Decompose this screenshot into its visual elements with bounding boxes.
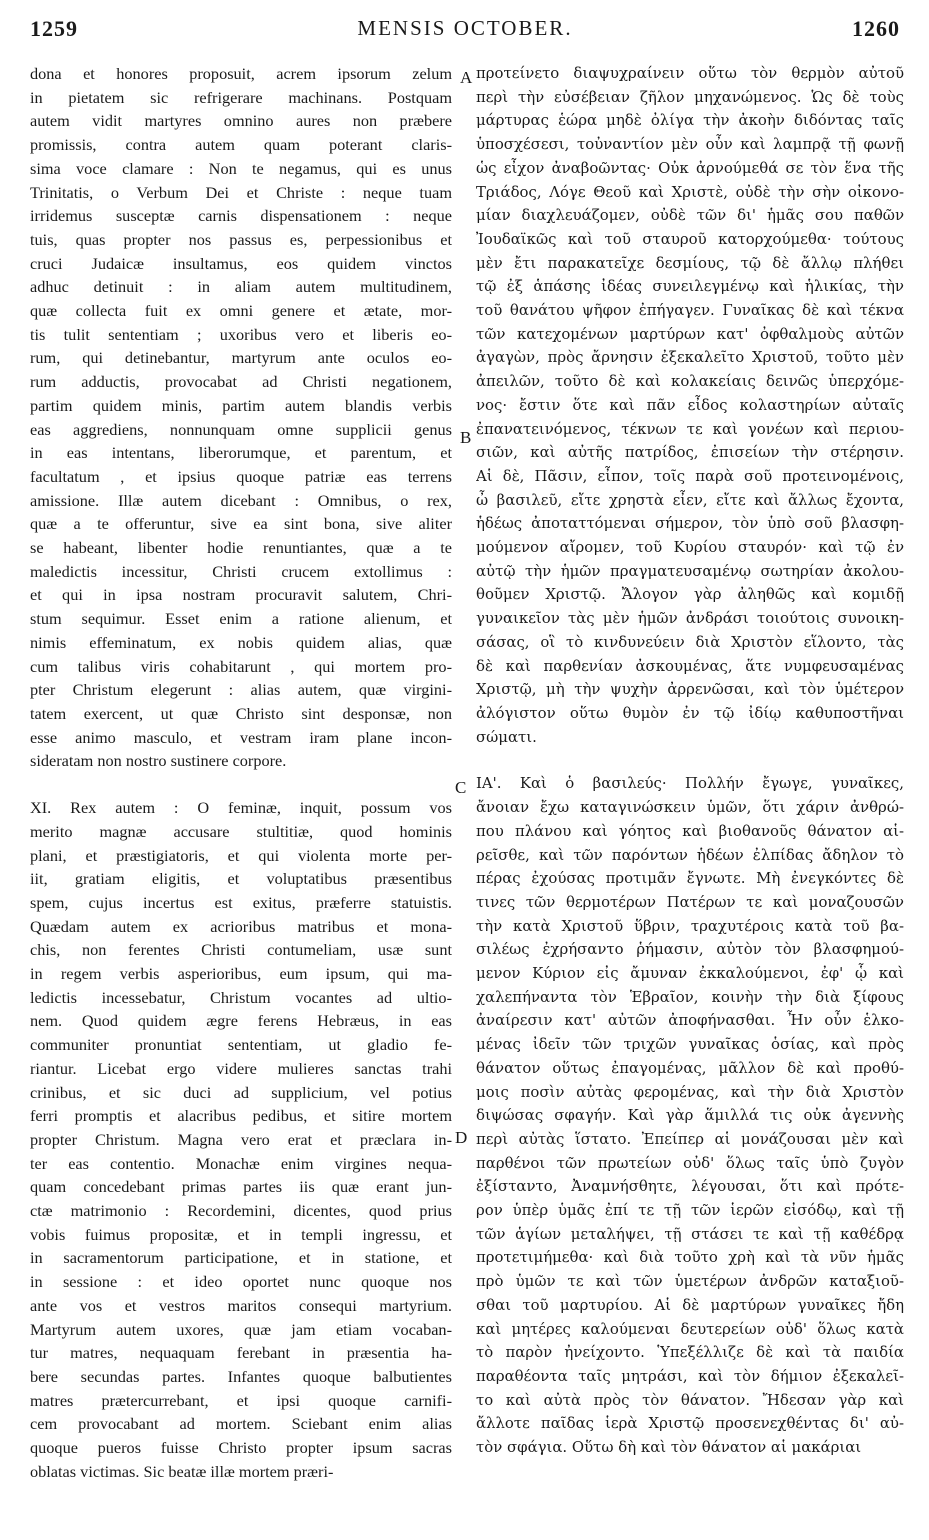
text-line: dona et honores proposuit, acrem ipsorum zelum (30, 64, 452, 83)
text-line: θάνατον οὕτως ἐπαγομένας, μᾶλλον δὲ καὶ προθύ- (476, 1058, 904, 1077)
text-line: quam concedebant primas partes iis quæ erant jun- (30, 1177, 452, 1197)
text-line: ὡς εἶχον ἀναβοῶντας· Οὐκ ἀρνούμεθά σε τὸν ἕνα τῆς (476, 158, 904, 177)
text-line: Trinitatis, o Verbum Dei et Christe : neque tuam (30, 182, 452, 202)
text-line: communiter pronuntiat sententiam, ut gladio fe- (30, 1035, 452, 1055)
text-line: rum adductis, provocabat ad Christi negationem, (30, 372, 452, 392)
text-line: τῶν ἁγίων μεταλήψει, τῇ στάσει τε καὶ τῇ καθέδρᾳ (476, 1224, 904, 1243)
text-line: cruci Judaicæ insultamus, eos quidem vinctos (30, 253, 452, 273)
text-line: eas aggrediens, nonnunquam omne supplicii genus (30, 419, 452, 439)
text-line: προτετιμήμεθα· καὶ διὰ τοῦτο χρὴ καὶ τὰ νῦν ἡμᾶς (476, 1248, 904, 1267)
text-line: cum talibus viris cohabitarunt , qui mortem pro- (30, 656, 452, 676)
text-line: maledictis incessitur, Christi crucem extollimus : (30, 561, 452, 581)
text-line: vobis fuimus propositæ, et in templi ingressu, et (30, 1224, 452, 1244)
text-line: ἀναίρεσιν κατ' αὐτῶν ἀποφήνασθαι. Ἦν οὖν ἑλκο- (476, 1011, 904, 1030)
running-title: MENSIS OCTOBER. (357, 16, 573, 40)
greek-paragraph-1 (476, 62, 904, 749)
text-line: ferri promptis et alacribus pedibus, et sitire mortem (30, 1106, 452, 1126)
text-line: παραθέοντα ταῖς μητράσι, καὶ τὸν δήμιον ἐξεκαλεῖ- (476, 1366, 904, 1385)
text-line: ante vos et vestros maritos consequi martyrium. (30, 1295, 452, 1315)
text-line: ἐπανατεινόμενος, τέκνων τε καὶ γονέων καὶ περιου- (476, 419, 904, 438)
text-line: quæ collecta fuit ex omni genere et ætate, mor- (30, 301, 452, 321)
section-marker-d: D (455, 1128, 468, 1147)
text-line: το καὶ αὐτὰ πρὸς τὸν θάνατον. Ἤδεσαν γὰρ καὶ (476, 1390, 904, 1409)
text-line: Τριάδος, Λόγε Θεοῦ καὶ Χριστὲ, οὐδὲ τὴν σὴν οἰκονο- (476, 182, 904, 201)
text-line: promissis, contra autem quam poterant claris- (30, 135, 452, 155)
text-line: et qui in ipsa nostram procuravit salutem, Chri- (30, 585, 452, 605)
text-line: propter Christum. Magna vero erat et præclara in- (30, 1129, 452, 1149)
section-marker-a: A (460, 68, 473, 87)
text-line: πέρας ἐχούσας προτιμᾶν ἔγνωτε. Μὴ ἐνεγκόντες δὲ (476, 869, 904, 888)
text-line: XI. Rex autem : O feminæ, inquit, possum vos (30, 798, 452, 818)
text-line: καὶ μητέρες καλούμεναι δευτερείων οὐδ' ὅλως κατὰ (476, 1319, 904, 1338)
text-line: chis, non ferentes Christi contumeliam, usæ sunt (30, 940, 452, 960)
text-line: μοις ποσὶν αὐτὰς φερομένας, καὶ τὴν διὰ Χριστὸν (476, 1082, 904, 1101)
text-line: σάσας, οἳ τὸ κινδυνεύειν διὰ Χριστὸν εἵλοντο, τὰς (476, 632, 904, 651)
text-line: tis tulit sententiam ; uxoribus vero et liberis eo- (30, 324, 452, 344)
text-line: tatem exercent, ut quæ Christo sint desponsæ, non (30, 703, 452, 723)
text-line: matres prætercurrebant, et ipsi quoque carnifi- (30, 1390, 452, 1410)
text-line: in pietatem sic refrigerare machinans. Postquam (30, 87, 452, 107)
text-line: sideratam non nostro sustinere corpore. (30, 751, 287, 771)
text-line: μάρτυρας ἑώρα μηδὲ ὀλίγα τὴν ἀκοὴν διδόντας ταῖς (476, 111, 904, 130)
text-line: crinibus, et sic duci ad supplicium, vel potius (30, 1082, 452, 1102)
text-line: merito magnæ accusare stultitiæ, quod hominis (30, 821, 452, 841)
right-page-number: 1260 (852, 16, 900, 41)
text-line: adhuc detinuit : in aliam autem multitudinem, (30, 277, 452, 297)
text-line: προτείνετο διαψυχραίνειν οὕτω τὸν θερμὸν αὐτοῦ (476, 64, 904, 82)
text-line: in sessione : et ideo oportet nunc quoque nos (30, 1272, 452, 1292)
text-line: ἀγαγὼν, πρὸς ἄρνησιν ἐξεκαλεῖτο Χριστοῦ, τοῦτο μὲν (476, 348, 904, 367)
text-line: Martyrum autem uxores, quæ jam etiam vocaban- (30, 1319, 452, 1339)
text-line: τὸ παρὸν ἠνείχοντο. Ὑπεξέλλιζε δὲ καὶ τὰ παιδία (476, 1343, 904, 1362)
text-line: tuis, quas propter nos passus es, perpessionibus et (30, 229, 452, 249)
text-line: ρεῖσθε, καὶ τῶν παρόντων ἡδέων ἐλπίδας ἄδηλον τὸ (476, 845, 904, 864)
text-line: rum, qui detinebantur, martyrum ante oculos eo- (30, 348, 452, 368)
text-line: plani, et præstigiatoris, et qui violenta morte per- (30, 845, 452, 865)
text-line: ρον ὑπὲρ ὑμᾶς ἐπί τε τῇ τῶν ἱερῶν εἰσόδῳ, καὶ τῇ (476, 1201, 904, 1220)
latin-column (30, 62, 452, 1483)
text-line: τοῦ θανάτου ψῆφον ἐπήγαγεν. Γυναῖκας δὲ καὶ τέκνα (476, 301, 904, 320)
text-line: γυναικεῖον τὰς μὲν ἡμῶν ἀνδράσι τοιούτοις συνοικη- (476, 609, 904, 628)
text-line: bere secundas partes. Infantes quoque balbutientes (30, 1366, 452, 1386)
text-line: διψώσας σφαγήν. Καὶ γὰρ ἅμιλλά τις οὐκ ἀγεννὴς (476, 1106, 904, 1125)
text-line: σώματι. (476, 727, 537, 746)
left-page-number: 1259 (30, 16, 78, 41)
text-line: ἄνοιαν ἔχω καταγινώσκειν ὑμῶν, ὅτι χάριν ἀνθρώ- (476, 798, 904, 817)
text-line: Ἰουδαϊκῶς καὶ τοῦ σταυροῦ κατορχούμεθα· τούτους (476, 229, 904, 248)
text-line: χαλεπήναντα τὸν Ἑβραῖον, κοινὴν τὴν διὰ ξίφους (476, 987, 904, 1006)
text-line: Quædam autem ex acrioribus matribus et mona- (30, 916, 452, 936)
text-line: in regem verbis asperioribus, eum ipsum, qui ma- (30, 964, 452, 984)
text-line: αὐτῷ τὴν ἡμῶν πραγματευσαμένῳ σωτηρίαν ἀκολου- (476, 561, 904, 580)
text-line: μούμενον αἴρομεν, τοῦ Κυρίου σταυρόν· καὶ τῷ ἐν (476, 538, 904, 557)
section-marker-b: B (460, 428, 472, 447)
text-line: riantur. Licebat ergo videre mulieres sanctas trahi (30, 1058, 452, 1078)
text-line: se habeant, libenter hodie renuntiantes, quæ a te (30, 538, 452, 558)
text-line: esse animo masculo, et vestram iram plane incon- (30, 727, 452, 747)
text-line: τῷ ἐξ ἁπάσης ἰδέας συνειλεγμένῳ καὶ ἡλικίας, τὴν (476, 277, 904, 296)
text-line: ter eas contentio. Monachæ enim virgines nequa- (30, 1153, 452, 1173)
text-line: θοῦμεν Χριστῷ. Ἄλογον γὰρ ἀληθῶς καὶ κομιδῇ (476, 585, 904, 604)
text-line: pter Christum elegerunt : alias autem, quæ virgini- (30, 680, 452, 700)
latin-paragraph-1 (30, 62, 452, 773)
text-line: tur matres, nequaquam ferebant in præsentia ha- (30, 1343, 452, 1363)
text-line: nem. Quod quidem ægre ferens Hebræus, in eas (30, 1011, 452, 1031)
text-line: Χριστῷ, μὴ τὴν ψυχὴν ἀρρενῶσαι, καὶ τὸν ὑμέτερον (476, 680, 904, 699)
text-line: τὴν κατὰ Χριστοῦ ὕβριν, τραχυτέροις κατὰ τοῦ βα- (476, 916, 904, 935)
text-line: in eas intentans, liberorumque, et parentum, et (30, 443, 452, 463)
greek-column (476, 62, 904, 1460)
text-line: που πλάνου καὶ γόητος καὶ βιοθανοῦς θάνατον αἱ- (476, 821, 904, 840)
text-line: μὲν ἔτι παρακατεῖχε δεσμίους, τῷ δὲ ἄλλῳ πλήθει (476, 253, 904, 272)
text-line: ἀλόγιστον οὕτω θυμὸν ἐν τῷ ἰδίῳ καθυποστῆναι (476, 703, 904, 722)
text-line: in sacramentorum participatione, et in statione, et (30, 1248, 452, 1268)
text-line: μίαν διαχλευάζομεν, οὐδὲ τῶν δι' ἡμᾶς σου παθῶν (476, 206, 904, 225)
text-line: σιλέως ἐχρήσαντο ῥήμασιν, αὐτὸν τὸν βλασφημού- (476, 940, 904, 959)
text-line: stum sequimur. Esset enim a ratione alienum, et (30, 609, 452, 629)
text-line: cem provocabant ad mortem. Sciebant enim alias (30, 1414, 452, 1434)
text-line: facultatum , et ipsius quoque patriæ eas terrens (30, 466, 452, 486)
text-line: partim quidem minis, partim autem blandis verbis (30, 395, 452, 415)
text-line: sima voce clamare : Non te negamus, qui es unus (30, 158, 452, 178)
text-line: ctæ matrimonio : Recordemini, dicentes, quod prius (30, 1201, 452, 1221)
text-line: quoque pueros fuisse Christo propter ipsum sacras (30, 1438, 452, 1458)
text-line: ἄλλοτε παῖδας ἱερὰ Χριστῷ προσενεχθέντας δι' αὐ- (476, 1414, 904, 1433)
text-line: oblatas victimas. Sic beatæ illæ mortem præri- (30, 1461, 334, 1481)
text-line: δὲ καὶ παρθενίαν ἀσκουμένας, ἅτε νυμφευσαμένας (476, 656, 904, 675)
text-line: autem vidit martyres omnino aures non præbere (30, 111, 452, 131)
text-line: σθαι τοῦ μαρτυρίου. Αἱ δὲ μαρτύρων γυναῖκες ἤδη (476, 1295, 904, 1314)
text-line: παρθένοι τῶν πρωτείων οὐδ' ὅλως ταῖς ὑπὸ ζυγὸν (476, 1153, 904, 1172)
page-header (30, 8, 900, 48)
text-line: irridemus susceptæ carnis dispensationem : neque (30, 206, 452, 226)
text-line: μένας ἰδεῖν τῶν τριχῶν γυναῖκας ὁσίας, καὶ πρὸς (476, 1035, 904, 1054)
latin-paragraph-2 (30, 796, 452, 1483)
text-line: nimis effeminatum, ex nobis quidem alias, quæ (30, 632, 452, 652)
text-line: τινες τῶν θερμοτέρων Πατέρων τε καὶ μοναζουσῶν (476, 892, 904, 911)
text-line: ἡδέως ἀποταττόμεναι σήμερον, τὸν ὑπὸ σοῦ βλασφη- (476, 514, 904, 533)
text-line: iit, gratiam eligitis, et voluptatibus præsentibus (30, 869, 452, 889)
text-line: ledictis incessebatur, Christum vocantes ad ultio- (30, 987, 452, 1007)
text-line: ΙΑ'. Καὶ ὁ βασιλεύς· Πολλήν ἔγωγε, γυναῖκες, (476, 774, 904, 793)
text-line: spem, cujus incertus est exitus, præferre statuistis. (30, 892, 452, 912)
text-line: ἀπειλῶν, τοῦτο δὲ καὶ κολακείαις δεινῶς ὑπερχόμε- (476, 372, 904, 391)
text-line: περὶ τὴν εὐσέβειαν ζῆλον μηχανώμενος. Ὡς δὲ τοὺς (476, 87, 904, 106)
text-line: amissione. Illæ autem dicebant : Omnibus, o rex, (30, 490, 452, 510)
text-line: ὦ βασιλεῦ, εἴτε χρηστὰ εἶεν, εἴτε καὶ ἄλλως ἔχοντα, (476, 490, 904, 509)
text-line: πρὸ ὑμῶν τε καὶ τῶν ὑμετέρων ἀνδρῶν καταξιοῦ- (476, 1272, 904, 1291)
text-line: ἐξίσταντο, Ἀναμνήσθητε, λέγουσαι, ὅτι καὶ πρότε- (476, 1177, 904, 1196)
section-marker-c: C (455, 778, 467, 797)
text-line: μενον Κύριον εἰς ἄμυναν ἐκκαλούμενοι, ἐφ' ᾧ καὶ (476, 964, 904, 983)
text-line: τὸν σφάγια. Οὕτω δὴ καὶ τὸν θάνατον αἱ μακάριαι (476, 1438, 862, 1457)
text-line: νος· ἔστιν ὅτε καὶ πᾶν εἶδος κολαστηρίων αὐταῖς (476, 395, 904, 414)
text-line: περὶ αὐτὰς ἵστατο. Ἐπείπερ αἱ μονάζουσαι μὲν καὶ (476, 1129, 904, 1148)
text-line: τῶν κατεχομένων μαρτύρων κατ' ὀφθαλμοὺς αὐτῶν (476, 324, 904, 343)
text-line: ὑποσχέσεσι, τοὐναντίον μὲν οὖν καὶ λαμπρᾷ τῇ φωνῇ (476, 135, 904, 154)
text-line: Αἱ δὲ, Πᾶσιν, εἶπον, τοῖς παρὰ σοῦ προτεινομένοις, (476, 466, 904, 485)
greek-paragraph-2 (476, 772, 904, 1459)
text-line: σιῶν, καὶ αὐτῆς πατρίδος, ἐπισείων τὴν στέρησιν. (476, 443, 904, 462)
text-line: quæ a te offeruntur, sive ea sint bona, sive aliter (30, 514, 452, 534)
